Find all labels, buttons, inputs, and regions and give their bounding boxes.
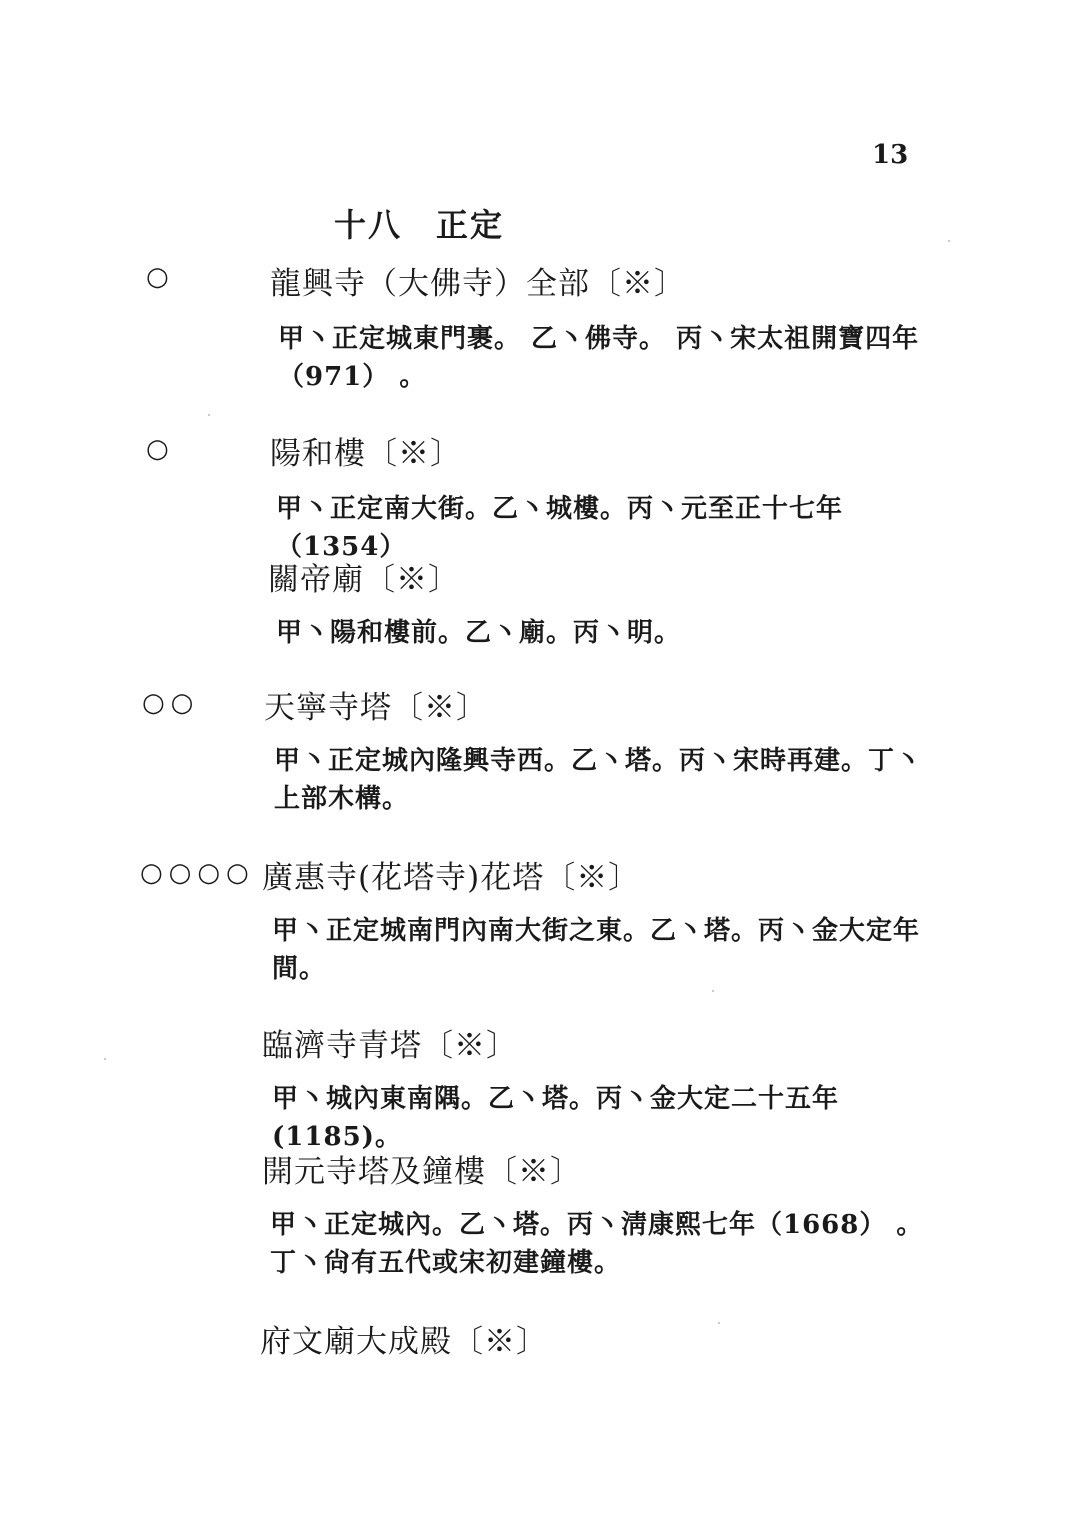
entry-title: 臨濟寺青塔〔※〕 xyxy=(262,1028,518,1064)
entry-title: 廣惠寺(花塔寺)花塔〔※〕 xyxy=(262,860,641,896)
entry-description: 甲丶正定城東門裹。 乙丶佛寺。 丙丶宋太祖開寶四年（971） 。 xyxy=(278,324,920,392)
scan-speck xyxy=(208,414,210,416)
entry-title: 關帝廟〔※〕 xyxy=(268,562,460,598)
entry-description: 甲丶城內東南隅。乙丶塔。丙丶金大定二十五年(1185)。 xyxy=(272,1084,840,1152)
entry-description: 甲丶正定城內隆興寺西。乙丶塔。丙丶宋時再建。丁丶上部木構。 xyxy=(274,746,923,814)
page-number: 13 xyxy=(872,140,909,170)
entry-description: 甲丶正定南大街。乙丶城樓。丙丶元至正十七年（1354） xyxy=(276,494,844,562)
entry-title: 陽和樓〔※〕 xyxy=(270,436,462,472)
scan-speck xyxy=(712,990,714,992)
entry-title: 天寧寺塔〔※〕 xyxy=(264,690,488,726)
scan-speck xyxy=(104,1058,106,1060)
entry-description: 甲丶正定城南門內南大街之東。乙丶塔。丙丶金大定年間。 xyxy=(272,916,921,984)
entry-importance-marks: ○○ xyxy=(142,688,200,718)
entry-description: 甲丶正定城內。乙丶塔。丙丶淸康熙七年（1668） 。丁丶尙有五代或宋初建鐘樓。 xyxy=(270,1210,924,1278)
scan-speck xyxy=(718,1322,720,1324)
entry-title: 開元寺塔及鐘樓〔※〕 xyxy=(262,1154,582,1190)
entry-importance-marks: ○○○○ xyxy=(140,858,255,888)
entry-importance-marks: ○ xyxy=(146,262,175,292)
entry-description: 甲丶陽和樓前。乙丶廟。丙丶明。 xyxy=(276,618,682,648)
entry-importance-marks: ○ xyxy=(146,434,175,464)
scan-speck xyxy=(948,240,950,242)
entry-title: 龍興寺（大佛寺）全部〔※〕 xyxy=(270,266,686,302)
section-title: 十八 正定 xyxy=(334,206,505,244)
entry-title: 府文廟大成殿〔※〕 xyxy=(260,1324,548,1360)
